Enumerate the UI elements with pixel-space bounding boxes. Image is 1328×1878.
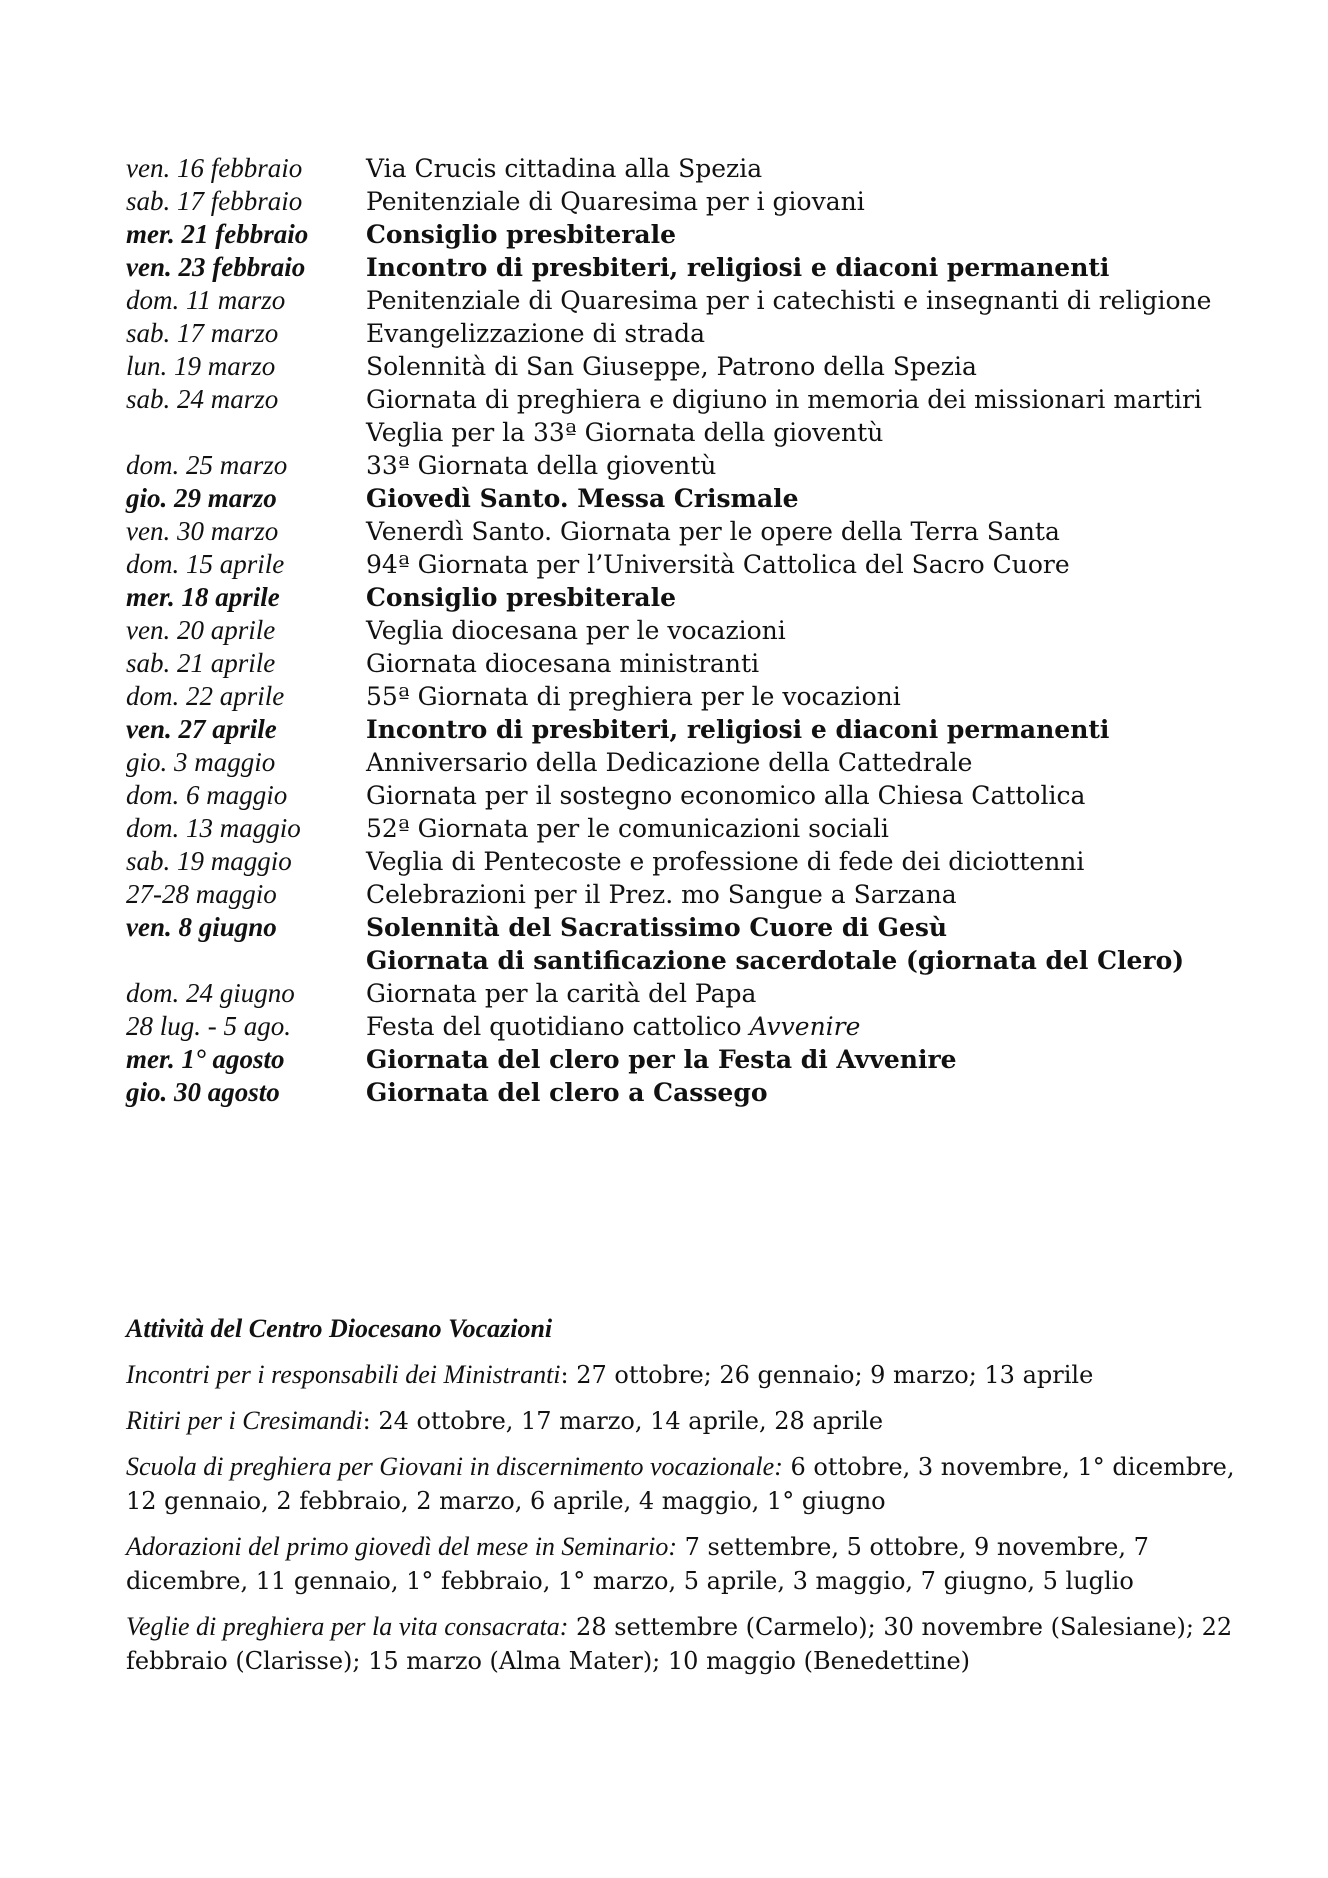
calendar-event-text: Veglia per la 33ª Giornata della gioventù [366,418,884,447]
calendar-event-text: Solennità di San Giuseppe, Patrono della Spezia [366,352,977,381]
activity-separator: : [560,1361,577,1389]
calendar-event-text: Consiglio presbiterale [366,220,677,249]
calendar-date: lun. 19 marzo [126,351,276,381]
calendar-row [126,779,1236,812]
calendar-event-text: Giornata di preghiera e digiuno in memoria dei missionari martiri [366,385,1202,414]
calendar-row [126,911,1236,944]
activity-item [126,1404,1236,1438]
calendar-event [366,1043,1236,1076]
calendar-event-text: Anniversario della Dedicazione della Cattedrale [366,748,973,777]
activity-item [126,1530,1236,1598]
calendar-date: ven. 23 febbraio [126,252,306,282]
calendar-event [366,944,1236,977]
calendar-row [126,647,1236,680]
calendar-row [126,581,1236,614]
calendar-event [366,812,1236,845]
calendar-event-text: Festa del quotidiano cattolico [366,1012,750,1041]
calendar-event [366,185,1236,218]
calendar-row [126,284,1236,317]
calendar-row [126,515,1236,548]
calendar-date: gio. 3 maggio [126,747,276,777]
calendar-row [126,680,1236,713]
section-title: Attività del Centro Diocesano Vocazioni [126,1314,553,1343]
activity-values: 27 ottobre; 26 gennaio; 9 marzo; 13 aprile [576,1361,1094,1389]
calendar-row [126,416,1236,449]
calendar-date: ven. 20 aprile [126,615,276,645]
calendar-event [366,614,1236,647]
calendar-event [366,152,1236,185]
calendar-event [366,515,1236,548]
calendar-date: dom. 15 aprile [126,549,285,579]
calendar-event [366,383,1236,416]
calendar-event-text: Giornata per il sostegno economico alla Chiesa Cattolica [366,781,1086,810]
calendar-row [126,878,1236,911]
activity-item [126,1358,1236,1392]
calendar-date: sab. 21 aprile [126,648,276,678]
calendar-event-text: 33ª Giornata della gioventù [366,451,717,480]
activity-separator [783,1453,791,1481]
calendar-event-text: Giovedì Santo. Messa Crismale [366,484,799,513]
calendar-event-text: 94ª Giornata per l’Università Cattolica del Sacro Cuore [366,550,1070,579]
calendar-date: gio. 30 agosto [126,1077,280,1107]
calendar-event-text: Giornata diocesana ministranti [366,649,760,678]
calendar-row [126,977,1236,1010]
calendar-date: 28 lug. - 5 ago. [126,1011,291,1041]
calendar-date: ven. 27 aprile [126,714,277,744]
activity-item [126,1450,1236,1518]
calendar-date: dom. 24 giugno [126,978,295,1008]
calendar-event-text: Penitenziale di Quaresima per i giovani [366,187,865,216]
calendar-event [366,878,1236,911]
calendar-event-text: Giornata del clero per la Festa di Avvenire [366,1045,957,1074]
calendar-row [126,152,1236,185]
activity-label: Scuola di preghiera per Giovani in discernimento vocazionale: [126,1452,783,1481]
calendar-date: ven. 8 giugno [126,912,277,942]
calendar-row [126,317,1236,350]
calendar-date: dom. 22 aprile [126,681,285,711]
calendar-event-text: Penitenziale di Quaresima per i catechisti e insegnanti di religione [366,286,1212,315]
calendar-event [366,1076,1236,1109]
calendar-event [366,680,1236,713]
calendar-row [126,1076,1236,1109]
activity-separator: : [362,1407,379,1435]
calendar-date: mer. 18 aprile [126,582,280,612]
calendar-event [366,1010,1236,1043]
calendar-date: sab. 19 maggio [126,846,292,876]
calendar-date: ven. 30 marzo [126,516,279,546]
activity-separator [568,1613,576,1641]
calendar-date: sab. 24 marzo [126,384,279,414]
calendar-date: dom. 6 maggio [126,780,288,810]
calendar-event-text: Veglia diocesana per le vocazioni [366,616,786,645]
activity-values: 7 settembre, 5 ottobre, 9 novembre, 7 dicembre, 11 gennaio, 1° febbraio, 1° marzo, 5 aprile, 3 maggio, 7 giugno, 5 luglio [126,1533,1149,1595]
activity-label: Ritiri per i Cresimandi [126,1406,363,1435]
calendar-row [126,614,1236,647]
calendar-event [366,581,1236,614]
calendar-row [126,251,1236,284]
calendar-event-text: Consiglio presbiterale [366,583,677,612]
calendar-event-text: 52ª Giornata per le comunicazioni sociali [366,814,889,843]
calendar-date: ven. 16 febbraio [126,153,303,183]
calendar-event [366,218,1236,251]
calendar-event-italic: Avvenire [749,1012,861,1041]
calendar-event-text: Giornata di santificazione sacerdotale (giornata del Clero) [366,946,1185,975]
calendar-date: dom. 25 marzo [126,450,288,480]
calendar-event [366,449,1236,482]
calendar-row [126,548,1236,581]
calendar-event [366,845,1236,878]
calendar-event-text: Evangelizzazione di strada [366,319,706,348]
calendar-row [126,383,1236,416]
calendar-row [126,746,1236,779]
activity-separator [677,1533,685,1561]
calendar-date: 27-28 maggio [126,879,277,909]
activity-label: Incontri per i responsabili dei Ministranti [126,1360,561,1389]
calendar-row [126,218,1236,251]
calendar-event [366,317,1236,350]
calendar-event-text: Incontro di presbiteri, religiosi e diaconi permanenti [366,253,1110,282]
calendar-event-text: Giornata del clero a Cassego [366,1078,768,1107]
calendar-row [126,482,1236,515]
calendar-row [126,812,1236,845]
calendar-event [366,284,1236,317]
calendar-event [366,647,1236,680]
calendar-event-text: 55ª Giornata di preghiera per le vocazioni [366,682,901,711]
calendar-event [366,977,1236,1010]
calendar-event [366,350,1236,383]
calendar-event-text: Venerdì Santo. Giornata per le opere della Terra Santa [366,517,1060,546]
calendar-event-text: Incontro di presbiteri, religiosi e diaconi permanenti [366,715,1110,744]
calendar-row [126,350,1236,383]
activity-values: 6 ottobre, 3 novembre, 1° dicembre, 12 gennaio, 2 febbraio, 2 marzo, 6 aprile, 4 maggio, 1° giugno [126,1453,1235,1515]
calendar-event [366,779,1236,812]
calendar-event-text: Veglia di Pentecoste e professione di fede dei diciottenni [366,847,1085,876]
calendar-date: sab. 17 marzo [126,318,279,348]
calendar-event [366,251,1236,284]
calendar-row [126,944,1236,977]
calendar-event [366,482,1236,515]
calendar-event-text: Solennità del Sacratissimo Cuore di Gesù [366,913,948,942]
calendar-row [126,185,1236,218]
calendar-date: mer. 21 febbraio [126,219,309,249]
calendar-row [126,713,1236,746]
calendar-date: mer. 1° agosto [126,1044,285,1074]
calendar-event-text: Giornata per la carità del Papa [366,979,757,1008]
calendar-row [126,845,1236,878]
activity-label: Veglie di preghiera per la vita consacrata: [126,1612,569,1641]
calendar-event [366,713,1236,746]
calendar-row [126,449,1236,482]
calendar-row [126,1010,1236,1043]
calendar-event [366,746,1236,779]
activity-values: 28 settembre (Carmelo); 30 novembre (Salesiane); 22 febbraio (Clarisse); 15 marzo (Alma Mater); 10 maggio (Benedettine) [126,1613,1233,1675]
activities-list [126,1358,1236,1678]
calendar-event [366,548,1236,581]
activity-label: Adorazioni del primo giovedì del mese in Seminario: [126,1532,677,1561]
calendar-list [126,152,1236,1109]
calendar-event-text: Celebrazioni per il Prez. mo Sangue a Sarzana [366,880,957,909]
activity-item [126,1610,1236,1678]
activity-values: 24 ottobre, 17 marzo, 14 aprile, 28 aprile [378,1407,884,1435]
calendar-event-text: Via Crucis cittadina alla Spezia [366,154,763,183]
calendar-date: sab. 17 febbraio [126,186,303,216]
calendar-date: dom. 13 maggio [126,813,301,843]
calendar-row [126,1043,1236,1076]
calendar-event [366,416,1236,449]
calendar-event [366,911,1236,944]
vocations-section [126,1312,1236,1690]
calendar-date: dom. 11 marzo [126,285,286,315]
calendar-date: gio. 29 marzo [126,483,277,513]
